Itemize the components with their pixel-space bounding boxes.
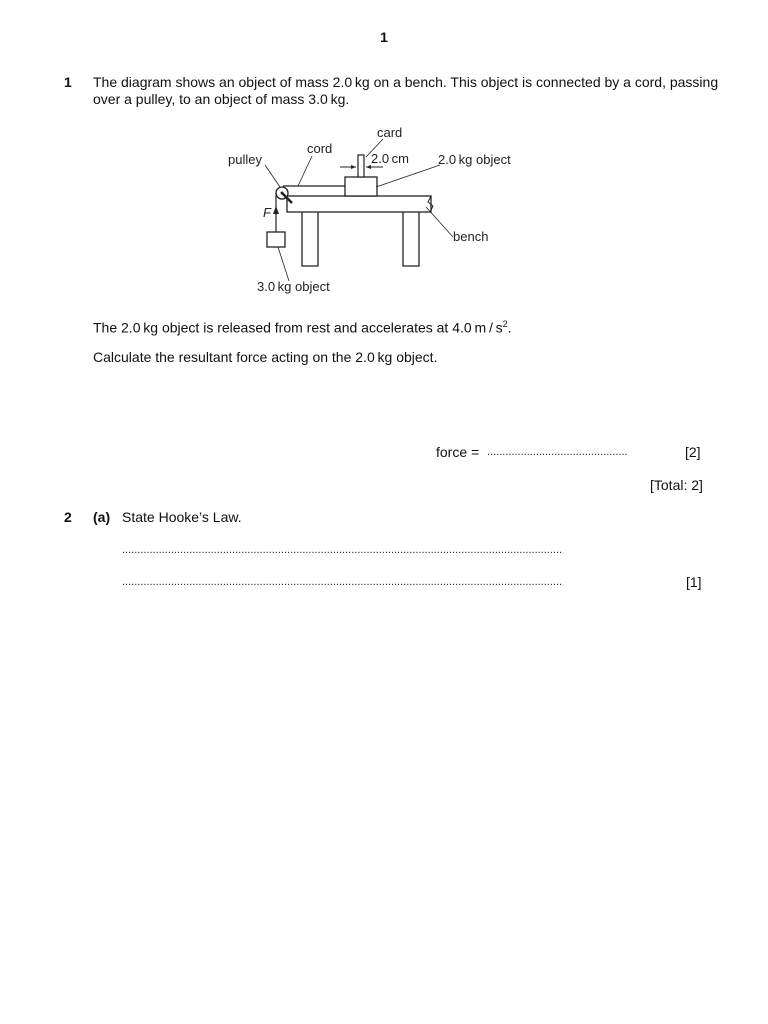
object-3kg: [267, 232, 285, 247]
label-object-2kg: 2.0 kg object: [438, 152, 511, 167]
object-2kg: [345, 177, 377, 196]
answer-line-2[interactable]: ................................................................................................................................................: [122, 576, 563, 588]
force-answer-label: force =: [436, 444, 480, 460]
question-2a-marks: [1]: [686, 574, 702, 590]
question-1-statement: [93, 316, 512, 337]
statement-main: The 2.0 kg object is released from rest and accelerates at 4.0 m / s: [93, 319, 503, 336]
bench-pulley-diagram: [0, 0, 768, 310]
bench-right-leg: [403, 212, 419, 266]
question-1-intro-line2: over a pulley, to an object of mass 3.0 kg.: [93, 91, 350, 107]
question-1-marks: [2]: [685, 444, 701, 460]
label-cord: cord: [307, 141, 333, 156]
question-1-total: [Total: 2]: [650, 477, 703, 493]
page-number: 1: [380, 29, 388, 45]
label-object-3kg: 3.0 kg object: [257, 279, 330, 294]
bench-top: [287, 196, 431, 212]
label-pulley: pulley: [228, 152, 262, 167]
question-2-number: 2: [64, 509, 72, 525]
force-answer-line[interactable]: ..............................................: [487, 446, 628, 458]
statement-end: .: [507, 319, 512, 336]
bench-left-leg: [302, 212, 318, 266]
question-2a-text: State Hooke’s Law.: [122, 509, 242, 525]
question-2-part-a: (a): [93, 509, 111, 525]
label-width: 2.0 cm: [371, 151, 410, 166]
answer-line-1[interactable]: ................................................................................................................................................: [122, 544, 563, 556]
question-1-number: 1: [64, 74, 72, 90]
card: [358, 155, 364, 177]
label-bench: bench: [453, 229, 489, 244]
label-force: F: [263, 205, 271, 220]
statement-superscript: 2: [502, 319, 508, 329]
label-card: card: [377, 125, 403, 140]
question-1-instruction: Calculate the resultant force acting on the 2.0 kg object.: [93, 349, 438, 365]
question-1-intro-line1: The diagram shows an object of mass 2.0 kg on a bench. This object is connected by a cord, passing: [93, 74, 719, 90]
